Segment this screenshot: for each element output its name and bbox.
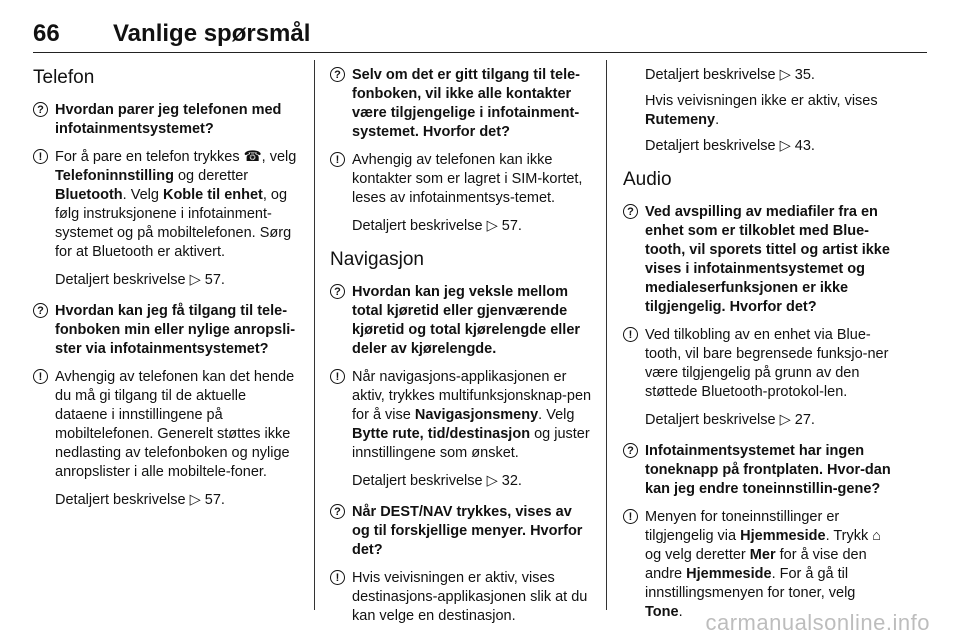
- answer: [330, 569, 592, 626]
- watermark: carmanualsonline.info: [705, 610, 930, 635]
- question-icon: ?: [623, 204, 638, 219]
- section-title-telefon: Telefon: [33, 67, 95, 88]
- text-run: og deretter: [173, 168, 249, 184]
- question-text: Når DEST/NAV trykkes, vises av og til forskjellige menyer. Hvorfor det?: [352, 504, 583, 558]
- answer-text: Hvis veivisningen er aktiv, vises destinasjons-applikasjonen slik at du kan velge en destinasjon.: [352, 570, 588, 624]
- question-icon: ?: [330, 504, 345, 519]
- question-icon: ?: [330, 284, 345, 299]
- info-icon: !: [330, 152, 345, 167]
- answer: [33, 368, 301, 482]
- menu-term: Bluetooth: [55, 187, 123, 203]
- page-header: [33, 18, 927, 53]
- answer-text: Avhengig av telefonen kan det hende du må gi tilgang til de aktuelle dataene i innstillingene på mobiltelefonen. Generelt støttes ikke nedlasting av telefonboken og nylige anropslister i alle mobiltele-foner.: [55, 369, 295, 480]
- answer: [623, 508, 893, 622]
- menu-term: Koble til enhet: [162, 187, 263, 203]
- reference: Detaljert beskrivelse ▷ 35.: [645, 67, 815, 83]
- column-divider: [314, 60, 315, 610]
- answer: [33, 148, 301, 262]
- page-number: 66: [33, 20, 60, 47]
- text-run: for å vise den andre: [645, 547, 867, 582]
- text-run: .: [715, 112, 720, 128]
- page-title: Vanlige spørsmål: [113, 20, 311, 47]
- question: [33, 101, 301, 139]
- menu-term: Navigasjonsmeny: [414, 407, 539, 423]
- question-icon: ?: [33, 303, 48, 318]
- column-divider: [606, 60, 607, 610]
- menu-term: Hjemmeside: [740, 528, 826, 544]
- button-icon: ⌂: [872, 528, 882, 544]
- menu-term: Hjemmeside: [686, 566, 772, 582]
- question-text: Hvordan kan jeg få tilgang til tele-fonboken min eller nylige anropsli-ster via infotainmentsystemet?: [55, 303, 296, 357]
- text-run: Menyen for toneinnstillinger er tilgjengelig via: [645, 509, 840, 544]
- question-icon: ?: [330, 67, 345, 82]
- section-title-audio: Audio: [623, 169, 672, 190]
- menu-term: Mer: [749, 547, 776, 563]
- reference: Detaljert beskrivelse ▷ 57.: [55, 492, 225, 508]
- column-2: [330, 60, 592, 635]
- question-text: Infotainmentsystemet har ingen toneknapp på frontplaten. Hvor-dan kan jeg endre toneinnstillin-gene?: [645, 443, 891, 497]
- answer: [330, 368, 592, 463]
- text-run: . Trykk: [825, 528, 873, 544]
- menu-term: Telefoninnstilling: [55, 168, 174, 184]
- column-3: [623, 60, 893, 631]
- reference: Detaljert beskrivelse ▷ 43.: [645, 138, 815, 154]
- text-run: og velg deretter: [645, 547, 750, 563]
- answer: [623, 326, 893, 402]
- question-text: Hvordan kan jeg veksle mellom total kjøretid eller gjenværende kjøretid og total kjørelengde eller deler av kjørelengde.: [352, 284, 581, 357]
- text-run: .: [678, 604, 683, 620]
- reference: Detaljert beskrivelse ▷ 32.: [352, 473, 522, 489]
- question: [33, 302, 301, 359]
- info-icon: !: [33, 369, 48, 384]
- question: [330, 66, 592, 142]
- answer-text: [55, 149, 296, 260]
- text-run: , og følg instruksjonene i infotainment-systemet og på mobiltelefonen. Sørg for at Bluetooth er aktivert.: [55, 187, 292, 260]
- info-icon: !: [623, 327, 638, 342]
- button-icon: ☎: [243, 149, 262, 165]
- question: [330, 503, 592, 560]
- menu-term: Bytte rute, tid/destinasjon: [352, 426, 531, 442]
- reference: Detaljert beskrivelse ▷ 27.: [645, 412, 815, 428]
- answer-text: Ved tilkobling av en enhet via Blue-tooth, vil bare begrensede funksjo-ner være tilgjengelig på grunn av den støttede Bluetooth-protokol-len.: [645, 327, 889, 400]
- info-icon: !: [623, 509, 638, 524]
- text-run: . Velg: [538, 407, 575, 423]
- answer-text: [645, 509, 881, 620]
- question-icon: ?: [33, 102, 48, 117]
- text-run: Hvis veivisningen ikke er aktiv, vises: [645, 93, 878, 109]
- question: [623, 203, 893, 317]
- question-text: Selv om det er gitt tilgang til tele-fonboken, vil ikke alle kontakter være tilgjengelige i infotainment-systemet. Hvorfor det?: [352, 67, 580, 140]
- question: [623, 442, 893, 499]
- reference: Detaljert beskrivelse ▷ 57.: [55, 272, 225, 288]
- question-text: Hvordan parer jeg telefonen med infotainmentsystemet?: [55, 102, 282, 137]
- menu-term: Rutemeny: [645, 112, 716, 128]
- text-run: , velg: [261, 149, 297, 165]
- paragraph: [623, 92, 893, 130]
- question-icon: ?: [623, 443, 638, 458]
- text-run: For å pare en telefon trykkes: [55, 149, 244, 165]
- question-text: Ved avspilling av mediafiler fra en enhet som er tilkoblet med Blue-tooth, vil sporets tittel og artist ikke vises i infotainmentsystemet og medialeserfunksjonen er ikke tilgjengelig. Hvorfor det?: [645, 204, 890, 315]
- question: [330, 283, 592, 359]
- reference: Detaljert beskrivelse ▷ 57.: [352, 218, 522, 234]
- answer-text: [352, 369, 591, 461]
- info-icon: !: [330, 369, 345, 384]
- text-run: Når navigasjons-applikasjonen er aktiv, trykkes multifunksjonsknap-pen for å vise: [352, 369, 592, 423]
- text-run: . Velg: [122, 187, 163, 203]
- info-icon: !: [330, 570, 345, 585]
- answer: [330, 151, 592, 208]
- menu-term: Tone: [645, 604, 679, 620]
- answer-text: Avhengig av telefonen kan ikke kontakter som er lagret i SIM-kortet, leses av infotainmentsys-temet.: [352, 152, 583, 206]
- info-icon: !: [33, 149, 48, 164]
- section-title-navigasjon: Navigasjon: [330, 249, 424, 270]
- text-run: og juster innstillingene som ønsket.: [352, 426, 590, 461]
- column-1: [33, 60, 301, 522]
- text-run: . For å gå til innstillingsmenyen for toner, velg: [645, 566, 856, 601]
